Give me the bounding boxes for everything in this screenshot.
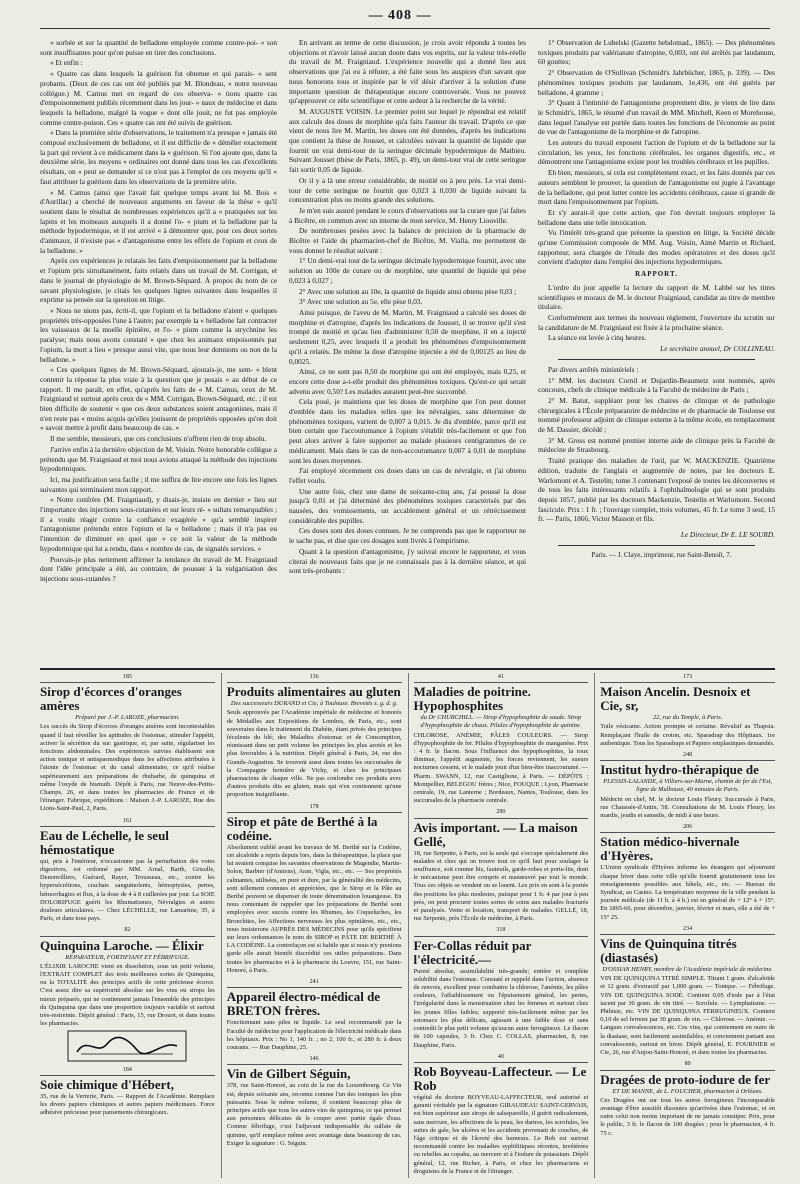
paragraph: Vu l'intérêt très-grand que présente la question en litige, la Société décide qu'une Commission composée de MM. Aug. Voisin, Aimé Martin et Richard, rapporteur, sera chargée de l'étude des modes opératoires et des doses qu'il convient d'adopter dans l'emploi des injections hypodermiques. — [538, 228, 775, 267]
ad-title: Soie chimique d'Hébert, — [40, 1076, 174, 1092]
ad-body: Seuls approuvés par l'Académie impériale de médecine et honorés de Médailles aux Expositions de Londres, de Paris, etc., sont souverains dans le traitement du Diabète, étant privés des principes féculents du blé; des Maladies d'estomac et de Consomption, réunissant dans un petit volume les principes les plus azotés et les plus favorables à la nutrition. Dépôt général à Paris, 24, rue des Grands-Augustins. Se trouvent aussi dans toutes les succursales de la Compagnie fermière de Vichy, et chez les principaux pharmaciens de chaque ville. Ne pas confondre ces produits avec d'autres produits dits au gluten, mais qui n'en contiennent qu'une proportion insignifiante. — [226, 709, 402, 799]
paragraph: Ces doses sont des doses connues. Je ne comprends pas que le rapporteur ne le sache pas, et dise que ces dosages sont livrés à l'empirisme. — [289, 526, 526, 546]
header-rule — [40, 28, 770, 29]
ad-subtitle: ET DE MANNE, de L. FOUCHER, pharmacien à Orléans. — [612, 1087, 763, 1095]
editor-line: Le Directeur, Dr E. LE SOURD. — [680, 530, 775, 540]
ad-title: Institut hydro-thérapique de — [600, 762, 759, 778]
paragraph: Par divers arrêtés ministériels : — [548, 364, 639, 374]
advertisement — [227, 673, 402, 800]
paragraph: « Notre confrère (M. Fraigniaud), y disais-je, insiste en dernier « lieu sur l'importance des injections sous-cutanées et sur leurs ré- « sultats remarquables ; il a voulu réagir contre la confiance exagérée « qu'a semblé inspirer l'antagonisme prétendu entre l'opium et la « belladone ; mais il n'a pas eu l'intention de diminuer en quoi que « ce soit la valeur de la méthode hypodermique qui lui a rendu, dans « nombre de cas, de signalés services. » — [40, 495, 277, 553]
advertisement — [40, 1066, 215, 1118]
ad-body: Médecin en chef, M. le docteur Louis Fleury. Succursale à Paris, rue Chaussée-d'Antin, 58. Consultations de M. Louis Fleury, les mardis, jeudis et samedis, de midi à une heure. — [600, 795, 775, 820]
paragraph: J'ai employé récemment ces doses dans un cas de névralgie, et j'ai obtenu l'effet voulu. — [289, 466, 526, 485]
paragraph: Ici, ma justification sera facile ; il me suffira de lire encore une fois les lignes suivantes qui terminaient mon rapport. — [40, 474, 277, 494]
ad-body: Fonctionnant sans piles ni liquide. Le seul recommandé par la Faculté de médecine pour l'application de l'électricité médicale dans les hôpitaux. Prix : No 1, 140 fr. ; no 2, 100 fr., et 280 fr. à deux courants. — Rue Dauphine, 25. — [226, 1019, 402, 1051]
paragraph: « Dans la première série d'observations, le traitement n'a presque « jamais été composé exclusivement de belladone, et il est difficile de « démêler exactement la part qui revient à ce médicament dans la « guérison. Si l'on ajoute que, dans la deuxième série, les moyens « ordinaires ont donné dans tous les cas d'excellents résultats, on « peut se demander si ce n'est pas à l'emploi de ces moyens qu'il « faut attribuer la guérison dans les observations de la première série. — [40, 128, 277, 186]
paragraph: 2° Observation de O'Sullivan (Schmidt's Jahrbücher, 1865, p. 339). — Des phénomènes toxiques produits par laudanum, 1e,436, ont été guéris par belladone, 4 gramme ; — [538, 68, 775, 97]
ad-subtitle: RÉPARATEUR, FORTIFIANT ET FÉBRIFUGE. — [65, 953, 190, 961]
advertisement — [227, 1055, 402, 1148]
advertisement — [600, 673, 775, 748]
ad-subtitle: du Dr CHURCHILL. — Sirop d'hypophosphite de soude. Sirop d'hypophosphite de chaux. Pilules d'hypophosphite de quinine. — [420, 714, 582, 730]
ad-number: 80 — [600, 1060, 775, 1070]
ad-title: Fer-Collas réduit par l'électricité.— — [413, 937, 532, 967]
laroche-signature — [40, 1029, 215, 1063]
ad-number: 185 — [40, 673, 215, 683]
ad-title: Dragées de proto-iodure de fer — [600, 1071, 771, 1087]
ad-title: Station médico-hivernale d'Hyères. — [600, 834, 740, 864]
ad-body: Ces Dragées ont sur tous les autres ferrugineux l'incomparable avantage d'être aussitôt dissoutes qu'arrivées dans l'estomac, et en outre celui non moins important de ne jamais constiper. Prix, pour le public, 3 fr. le flacon de 100 dragées ; pour le pharmacien, 4 fr. 75 c. — [600, 1096, 775, 1137]
ad-title: Maison Ancelin. Desnoix et Cie, sr, — [600, 684, 751, 714]
paragraph: 1° Observation de Lubelski (Gazette hebdomad., 1865). — Des phénomènes toxiques produits par valérianate d'atropine, 0,003, ont été arrêtés par laudanum, 60 gouttes; — [538, 38, 775, 67]
paragraph: J'arrive enfin à la dernière objection de M. Voisin. Notre honorable collègue a prétendu que M. Fraigniaud et moi nous avions attaqué la méthode des injections hypodermiques. — [40, 444, 277, 474]
advertisement — [414, 1053, 589, 1176]
advertisement — [600, 1060, 775, 1137]
article-column-1 — [40, 38, 277, 658]
advertisement — [600, 823, 775, 922]
paragraph: Traité pratique des maladies de l'œil, par W. MACKENZIE. Quatrième édition, traduite de l'anglais et augmentée de notes, par les docteurs E. Warlomont et A. Testelin; tome 3 contenant l'exposé de toutes les découvertes et de tous les faits intéressants relatifs à l'ophthalmologie qui se sont produits depuis 1857, publié par les docteurs Mackenzie, Testelin et Warlomont. Second fascicule. Prix : 1 fr. ; l'ouvrage complet, trois volumes, 45 fr. Le tome 3 seul, 15 fr. — Paris, 1866, Victor Masson et fils. — [538, 456, 775, 524]
advertisement — [40, 817, 215, 924]
ad-number: 41 — [414, 673, 589, 683]
section-rule — [558, 545, 755, 546]
paragraph: 1° MM. les docteurs Cornil et Dujardin-Beaumetz sont nommés, après concours, chefs de clinique médicale à la Faculté de médecine de Paris ; — [538, 375, 775, 395]
ads-column-3 — [408, 673, 589, 1178]
paragraph: Conformément aux termes du nouveau règlement, l'ouverture du scrutin sur la candidature de M. Fraigniaud est fixée à la prochaine séance. — [538, 312, 775, 332]
section-rule — [558, 359, 755, 360]
paragraph: De nombreuses pesées avec la balance de précision de la pharmacie de Bicêtre et l'aide du pharmacien-chef de Bicêtre, M. Vialla, me permettent de vous donner le résultat suivant : — [289, 226, 526, 255]
paragraph: Les auteurs du travail exposent l'action de l'opium et de la belladone sur la circulation, les yeux, les fonctions cérébrales, les organes digestifs, etc., et démontrent une l'antagonisme existe pour les troubles cérébraux et les pupilles. — [538, 138, 775, 167]
paragraph: 2° M. Batut, suppléant pour les chaires de clinique et de pathologie chirurgicales à l'École préparatoire de médecine et de pharmacie de Toulouse est nommé professeur adjoint de clinique externe à la même école, en remplacement de M. Dassier, décédé ; — [538, 395, 775, 435]
paragraph: « M. Camus (ainsi que l'avait fait quelque temps avant lui M. Bois « d'Aurillac) a cherché de nouveaux arguments en faveur de la thèse « qu'il soutient dans le résultat de nombreuses expériences qu'il a « pratiquées sur les lapins et les moineaux auxquels il a donné l'o- « pium et la belladone par la méthode hypodermique, et il est arrivé « à démontrer que, pour ces deux sortes d'animaux, il n'existe pas « d'antagonisme entre les effets de l'opium et ceux de la belladone. » — [40, 187, 277, 255]
paragraph: Après ces expériences je relatais les faits d'empoisonnement par la belladone et l'opium pris simultanément, faits relatés dans un travail de M. Corrigan, et dans le journal de physiologie de M. Brown-Séquard. À propos du nom de ce savant physiologiste, je citais les quelques lignes suivantes dans lesquelles il exprime sa pensée sur la question en litige. — [40, 256, 277, 305]
ad-body: Les succès du Sirop d'écorces d'oranges amères sont incontestables quand il faut réveiller les aptitudes de l'estomac, stimuler l'appétit, activer la sécrétion du suc gastrique, et, par suite, régulariser les fonctions abdominales. Des expériences suivies établissent son action tonique et antispasmodique dans les affections attribuées à l'atonie de l'estomac et du canal alimentaire, ce qu'il réalise supérieurement aux préparations de rhubarbe, de quinquina et même l'oxyde de bismuth. Dépôt à Paris, rue Neuve-des-Petits-Champs, 26, et dans toutes les pharmacies de France et de l'étranger. Fabrique, expéditions : Maison J.-P. LAROZE, Rue des Lions-Saint-Paul, 2, Paris. — [40, 723, 215, 813]
paragraph: Je m'en suis assuré pendant le cours d'observations sur la curare que j'ai faites à Bicêtre, en commun avec un interne de mon service, M. Henry Liouville. — [289, 205, 526, 225]
paragraph: M. AUGUSTE VOISIN. Le premier point sur lequel je répondrai est relatif aux calculs des doses de morphine qu'a faits l'auteur du travail. D'après ce que vient de nous lire M. Martin, les doses ont été données, d'après les indications que contient la thèse de Jousset, et calculées suivant la quantité de liquide que fournit un vrai demi-tour de la seringue décimale hypodermique de Mathieu. Suivant Jousset (thèse de Paris, 1865, p. 49), un demi-tour vrai de cette seringue fait sortir 0,05 de liquide. — [289, 106, 526, 175]
ad-number: 290 — [414, 808, 589, 818]
ad-title: Eau de Léchelle, le seul hémostatique — [40, 827, 169, 857]
paragraph: Cela posé, je maintiens que les doses de morphine que l'on peut donner d'emblée dans les maladies telles que les névralgies, sans déterminer de phénomènes toxiques, varient de 0,007 à 0,015. Je dis d'emblée, parce qu'il est bien certain que l'accoutumance à l'opium s'établit très-facilement et que l'on peut alors arriver à faire supporter au malade plusieurs centigrammes de ce médicament. Mais dans le cas de non-accoutumance 0,007 à 0,01 de morphine sont les doses moyennes. — [289, 397, 526, 465]
ad-number: 318 — [414, 926, 589, 936]
ads-column-4 — [594, 673, 775, 1178]
paragraph: La séance est levée à cinq heures. — [548, 333, 647, 343]
paragraph: Or il y a là une erreur considérable, de moitié ou à peu près. Le vrai demi-tour de cette seringue ne fournit que 0,023 à 0,030 de liquide suivant la concentration plus ou moins grande des solutions. — [289, 175, 526, 205]
ad-title: Appareil électro-médical de BRETON frères. — [226, 989, 381, 1019]
advertisement — [414, 673, 589, 805]
paragraph: Et s'y aurait-il que cette action, que l'on devrait toujours employer la belladone dans une telle intoxication. — [538, 207, 775, 227]
ad-body: 378, rue Saint-Honoré, au coin de la rue du Luxembourg. Ce Vin est, depuis soixante ans, reconnu comme l'un des toniques les plus puissants. Sous le même volume, il contient beaucoup plus de principes actifs que tous les autres vins de quinquina, ce qui permet aux personnes délicates de le couper avec partie égale d'eau. Comme fébrifuge, c'est l'adjuvant indispensable du sulfate de quinine, qu'il remplace même avec avantage dans beaucoup de cas. Exiger la signature : G. Séguin. — [226, 1082, 402, 1147]
ad-title: Sirop d'écorces d'oranges amères — [40, 684, 182, 714]
page-number: — 408 — — [368, 8, 432, 23]
ad-number: 82 — [40, 926, 215, 936]
ad-number: 206 — [600, 823, 775, 833]
paragraph: Ainsi puisque, de l'aveu de M. Martin, M. Fraigniaud a calculé ses doses de morphine et d'atropine, d'après les indications de Jousset, il se trouve qu'il s'est trompé de moitié et qu'au lieu d'administrer 0,50 de morphine, il en a injecté seulement 0,25, avec lesquels il a produit les phénomènes d'empoisonnement qu'il a relatés. De même la dose d'atropine injectée a été de 0,00125 au lieu de 0,0025. — [289, 307, 526, 366]
article-columns — [40, 38, 775, 658]
advertisement — [227, 978, 402, 1052]
ad-subtitle: D'OSSIAN HENRY, membre de l'Académie impériale de médecine. — [602, 966, 773, 974]
advertisement — [40, 673, 215, 814]
ad-number: 184 — [40, 1066, 215, 1076]
ad-body: 35, rue de la Verrerie, Paris. — Rapport de l'Académie. Remplace les divers papiers chimiques et autres papiers médicinaux. Force adhésive précieuse pour pansements chirurgicaux. — [40, 1092, 215, 1117]
paragraph: Une autre fois, chez une dame de soixante-cinq ans, j'ai poussé la dose jusqu'à 0,01 et j'ai déterminé des phénomènes toxiques caractérisés par des nausées, des vomissements, un accablement général et un rétrécissement considérable des pupilles. — [289, 486, 526, 525]
ad-number: 234 — [600, 925, 775, 935]
paragraph: Pouvais-je plus nettement affirmer la tendance du travail de M. Fraigniaud dont l'idée principale a été, au contraire, de pousser à la vulgarisation des injections sous-cutanées ? — [40, 554, 277, 583]
advertisement — [600, 751, 775, 820]
article-column-2 — [289, 38, 526, 658]
article-column-3 — [538, 38, 775, 658]
ad-body: Toile vésicante. Action prompte et certaine. Révulsif au Thapsia. Remplaçant l'huile de croton, etc. Sparadrap des Hôpitaux. 1re authentique. Tous les Sparadraps et Papiers emplastiques demandés. — [600, 723, 775, 747]
ad-subtitle: 22, rue du Temple, à Paris. — [652, 714, 723, 722]
ad-number: 241 — [227, 978, 402, 988]
paragraph: « sorbée et sur la quantité de belladone employée comme contre-poi- « son sont insuffisantes pour qu'on puisse en tirer des conclusions. — [40, 38, 277, 57]
ad-body: 18, rue Serpente, à Paris, est la seule qui s'occupe spécialement des malades et chez qui on trouve tout ce qu'il faut pour soulager la souffrance, soit comme lits, fauteuils, garde-robes et porte-lits, dont le mécanisme peut être compris et manœuvré par tout le monde. Tous ces objets se vendent ou se louent. Les prix en sont à la portée des positions les plus modestes, puisque pour 1 fr. 4 par jour à peu près, on peut procurer toutes sortes de soins aux malades fracturés et paralysés. Vente et location, transport de malades. GELLÉ, 18, rue Serpente, près l'École de médecine, à Paris. — [413, 849, 589, 923]
ad-title: Vins de Quinquina titrés (diastasés) — [600, 936, 737, 966]
ad-body: L'ÉLIXIR LAROCHE vient en dissolution, sous un petit volume, l'EXTRAIT COMPLET des trois meilleures sortes de Quinquina, ou la TOTALITÉ des principes actifs de cette précieuse écorce. C'est assez dire sa supériorité absolue sur les vins ou sirops les mieux préparés, qui ne contiennent jamais l'ensemble des principes du Quinquina que dans une proportion toujours variable et surtout très-restreinte. Dépôt général : Paris, 15, rue Drouot, et dans toutes les pharmacies. — [40, 962, 215, 1028]
paragraph: Ainsi, ce ne sont pas 0,50 de morphine qui ont été employés, mais 0,25, et encore cette dose a-t-elle produit des phénomènes toxiques. Qu'est-ce qui serait advenu avec 0,50? Les malades auraient peut-être succombé. — [289, 367, 526, 396]
advertisement — [40, 926, 215, 1062]
page-header — [0, 8, 800, 30]
paragraph: « Et enfin : — [50, 58, 83, 68]
ad-subtitle: Des successeurs DURAND et Cie, à Toulouse. Brevetés s. g. d. g. — [230, 700, 398, 708]
ad-title: Rob Boyveau-Laffecteur. — Le Rob — [413, 1063, 587, 1093]
paragraph: L'ordre du jour appelle la lecture du rapport de M. Labbé sur les titres scientifiques et moraux de M. le docteur Fraigniaud, candidat au titre de membre titulaire. — [538, 282, 775, 312]
ad-body: végétal du docteur BOYVEAU-LAFFECTEUR, seul autorisé et garanti véritable par la signature GIRAUDEAU SAINT-GERVAIS, est bien supérieur aux sirops de salsepareille, il guérit radicalement, sans mercure, les affections de la peau, les dartres, les scrofules, les suites de gale, les ulcères et les accidents provenant de couches, de l'âge critique et de l'âcreté des humeurs. Le Rob est surtout recommandé contre les maladies syphilitiques récentes, invétérées ou rebelles au copahu, au mercure et à l'iodure de potassium. Dépôt général, 12, rue Richer, à Paris, et chez les pharmaciens et droguistes de la France et de l'étranger. — [413, 1093, 589, 1175]
ad-body: qui, pris à l'intérieur, n'occasionne pas la perturbation des voies digestives, est ordonné par MM. Arnal, Barth, Grisolle, Denonvilliers, Guérard, Rayer, Trousseau, etc., contre les hypersécrétions, crachats sanguinolents, hémoptysies, pertes, hémorrhagies et flux, à la dose de 4 à 8 cuillerées par jour. La SOIE DOLORIFUGE guérit les Rhumatismes, Névralgies et autres douleurs articulaires. — Chez LÉCHELLE, rue Lamartine, 35, à Paris, et dans tous pays. — [40, 857, 215, 923]
ad-body: L'Union syndicale d'Hyères informe les étrangers qui séjournent chaque hiver dans cette ville qu'elle fournit gratuitement tous les renseignements possibles aux hôtels, etc., etc. — Bureau du Syndicat, au Casino. La température moyenne de la ville pendant la journée médicale (de 11 h. à 4 h.) est en général de + 12° à + 15°. En 1865-66, pour décembre, janvier, février et mars, elle a été de + 15° 25. — [600, 864, 775, 921]
paragraph: Eh bien, messieurs, si cela est complètement exact, et les faits donnés par ces auteurs semblent le prouver, la question de l'antagonisme est jugée à l'avantage de la belladone, qui peut lutter contre les accidents cérébraux, cause si grande de mort dans l'empoisonnement par l'opium. — [538, 168, 775, 207]
ad-subtitle: Préparé par J.-P. LAROZE, pharmacien. — [75, 714, 180, 722]
ad-title: Sirop et pâte de Berthé à la codéine. — [226, 813, 378, 843]
paragraph: 1° Un demi-vrai tour de la seringue décimale hypodermique fournit, avec une solution au 100e de curare ou de morphine, une quantité de liquide qui pèse 0,023 à 0,027 ; — [289, 256, 526, 285]
ad-number: 161 — [40, 817, 215, 827]
ad-body: CHLOROSE, ANÉMIE, PÂLES COULEURS. — Sirop d'hypophosphite de fer. Pilules d'hypophosphite de manganèse. Prix : 4 fr. le flacon. Sous l'influence des hypophosphites, la toux diminue, l'appétit augmente, les forces reviennent, les sueurs nocturnes cessent, et le malade jouit d'un bien-être inaccoutumé. — Pharm. SWANN, 12, rue Castiglione, à Paris. — DÉPÔTS : Montpellier, BELEGOU frères ; Nice, FOUQUE ; Lyon, Pharmacie centrale, 19, rue Lanterne ; Bordeaux, Nantes, Toulouse, dans les succursales de la pharmacie centrale. — [413, 731, 589, 805]
advertisement — [414, 808, 589, 923]
ad-title: Maladies de poitrine. Hypophosphites — [413, 684, 531, 714]
paragraph: « Nous ne nions pas, écrit-il, que l'opium et la belladone n'aient « quelques propriétés très-opposées l'une à l'autre; par exemple la « belladone fait contracter les vaisseaux de la moelle épinière, et l'o- « pium comme la strychnine les paralyse; mais nous avons constaté « que chez les animaux empoisonnés par l'opium, la mort a lieu « presque aussi vite, que nous leur donnions ou non de la belladone. » — [40, 305, 277, 364]
advertisement — [227, 803, 402, 975]
printer-line: Paris. — J. Claye, imprimeur, rue Saint-Benoît, 7. — [591, 550, 732, 559]
paragraph: « Ces quelques lignes de M. Brown-Séquard, ajoutais-je, me sem- « blent contenir la réponse la plus vraie à la question que je posais « au début de ce rapport. Il me paraît, en effet, qu'après les faits de « M. Camus, ceux de M. Fraigniaud et surtout après ceux de « MM. Corrigan, Brown-Séquard, etc. ; il est bien difficile de soutenir « que ces deux substances soient antagonistes, mais il n'en reste pas « moins acquis qu'elles jouissent de propriétés opposées qu'on doit « savoir mettre à profit dans beaucoup de cas. » — [40, 365, 277, 433]
ad-number: 40 — [414, 1053, 589, 1063]
paragraph: En arrivant au terme de cette discussion, je crois avoir répondu à toutes les objections et n'avoir laissé aucun doute dans vos esprits, sur la valeur très-réelle du travail de M. Fraigniaud. L'expérience nouvelle qui a donné lieu aux observations que j'ai eu à réfuter, a été faite sous les auspices d'un savant que nous honorons tous et inspirée par le vif désir d'arriver à la solution d'une importante question de thérapeutique encore controversée. Vous ne pouvez qu'approuver ce zèle scientifique et cette ardeur à la recherche de la vérité. — [289, 38, 526, 106]
paragraph: 2° Avec une solution au 10e, la quantité de liquide ainsi obtenu pèse 0,03 ; — [299, 286, 517, 296]
rapport-heading: RAPPORT. — [635, 270, 678, 279]
paragraph: 3° Quant à l'intimité de l'antagonisme proprement dite, je vienx de lire dans le Schmidt's, 1865, le résumé d'un travail de MM. Mitchell, Keen et Morehouse, dans lequel l'analyse est portée dans toutes les fonctions de l'économie au point de vue de l'antagonisme de la morphine et de l'atropine. — [538, 98, 775, 137]
advertisement — [414, 926, 589, 1049]
paragraph: Il me semble, messieurs, que ces conclusions n'offrent rien de trop absolu. — [50, 434, 267, 444]
ad-title: Produits alimentaires au gluten — [226, 684, 401, 700]
ad-title: Vin de Gilbert Séguin, — [226, 1066, 351, 1082]
secretary-signature: Le secrétaire annuel, Dr COLLINEAU. — [660, 344, 775, 354]
ad-number: 178 — [227, 803, 402, 813]
ad-number: 173 — [600, 673, 775, 683]
ad-number: 136 — [227, 673, 402, 683]
ads-column-1 — [40, 673, 215, 1178]
ads-divider — [40, 668, 775, 670]
ads-column-2 — [221, 673, 402, 1178]
advertisements — [40, 673, 775, 1178]
paragraph: 3° Avec une solution au 5e, elle pèse 0,03. — [299, 297, 423, 307]
ad-title: Quinquina Laroche. — Élixir — [40, 937, 204, 953]
ad-subtitle: PLESSIS-LALANDE, à Villiers-sur-Marne, chemin de fer de l'Est, ligne de Mulhouse, 40 minutes de Paris. — [603, 778, 772, 794]
ad-body: Absolument oublié avant les travaux de M. Berthé sur la Codéine, cet alcaloïde a repris depuis lors, dans la thérapeutique, la place que lui avaient conquise les savantes observations de Magendie, Martin-Solon, Barbier (d'Amiens), Aran, Vigla, etc., etc. — Ses propriétés calmantes, utilisées, en pure et dure, par la généralité des médecins, sont tellement connues et appréciées, que le Sirop et la Pâte au Berthé peuvent se dispenser de toute dénomination louangeuse. En nous contentant de rappeler que les préparations de Berthé sont employées avec succès contre les Rhumes, les Coqueluches, les Bronchites, les Affections nerveuses les plus opiniâtres, etc., etc., nous insisterons AUPRÈS DES MÉDECINS pour qu'ils spécifient sur leurs ordonnances le nom de SIROP et PÂTE DE BERTHÉ À LA CODÉINE. La contrefaçon est si habile que si nous n'y prenions garde elle aurait bientôt discrédité ces utiles préparations. Dans toutes les pharmacies et à la pharmacie du Louvre, 151, rue Saint-Honoré, à Paris. — [226, 843, 402, 974]
ad-number: 248 — [600, 751, 775, 761]
ad-title: Avis important. — La maison Gellé, — [413, 819, 578, 849]
paragraph: Quant à la question d'antagonisme, j'y suivrai encore le rapporteur, et vous citerai de nouveaux faits que je ne connaissais pas à la dernière séance, et qui sont très-probants : — [289, 546, 526, 576]
ad-number: 146 — [227, 1055, 402, 1065]
advertisement — [600, 925, 775, 1057]
paragraph: 3° M. Gross est nommé premier interne aide de clinique près la Faculté de médecine de Strasbourg. — [538, 435, 775, 455]
ad-body: Pureté absolue, assimilabilité très-grande; entière et complète solubilité dans l'estomac. Constaté et rappelé dans l'action, absence de renvois, excellent pour combattre la chlorose, l'anémie, les pâles couleurs, l'affaiblissement ou l'épuisement général, les pertes, l'irrégularité dans la menstruation chez les femmes et surtout chez les jeunes filles faibles; supporté très-facilement même par les estomacs les plus délicats, agissant à une faible dose et sans contredit le plus petit volume qu'aucun autre ferrugineux. Le flacon de 100 capsules, 3 fr. Chez C. COLLAS, pharmacien, 8, rue Dauphine, Paris. — [413, 967, 589, 1049]
ad-body: VIN DE QUINQUINA TITRÉ SIMPLE. Titrant 1 gram. d'alcaloïde et 12 gram. d'extractif par 1,000 gram. — Tonique. — Fébrifuge. VIN DE QUINQUINA SODÉ. Contient 0,05 d'iode par à l'état iacent par 30 gram. de vin titré. — Scrofule. — Lymphatisme. — Phthisie, etc. VIN DE QUINQUINA FERRUGINEUX. Contient 0,10 de sel ferreux par 30 gram. de vin. — Chlorose. — Anémie. — Langues convalescences, etc. Ces vins, qui contiennent en outre de la diastase, sont facilement assimilables, et conviennent partant aux convalescents, surtout en hiver. Dépôt général, E. FOURNIER et Cie, 26, rue d'Anjou-Saint-Honoré, et dans toutes les pharmacies. — [600, 975, 775, 1057]
paragraph: « Quatre cas dans lesquels la guérison fut obtenue et qui parais- « sent probants. (Deux de ces cas ont été publiés par M. Blondeau, « notre nouveau collègue.) M. Camus met en regard de ces observa- « tions quatre cas d'empoisonnement publiés récemment dans les jour- « naux de médecine et dans lesquels la belladone, malgré la vogue « dont elle jouit, ne fut pas employée comme contre-poison. Ces « quatre cas ont été suivis de guérison. — [40, 69, 277, 127]
